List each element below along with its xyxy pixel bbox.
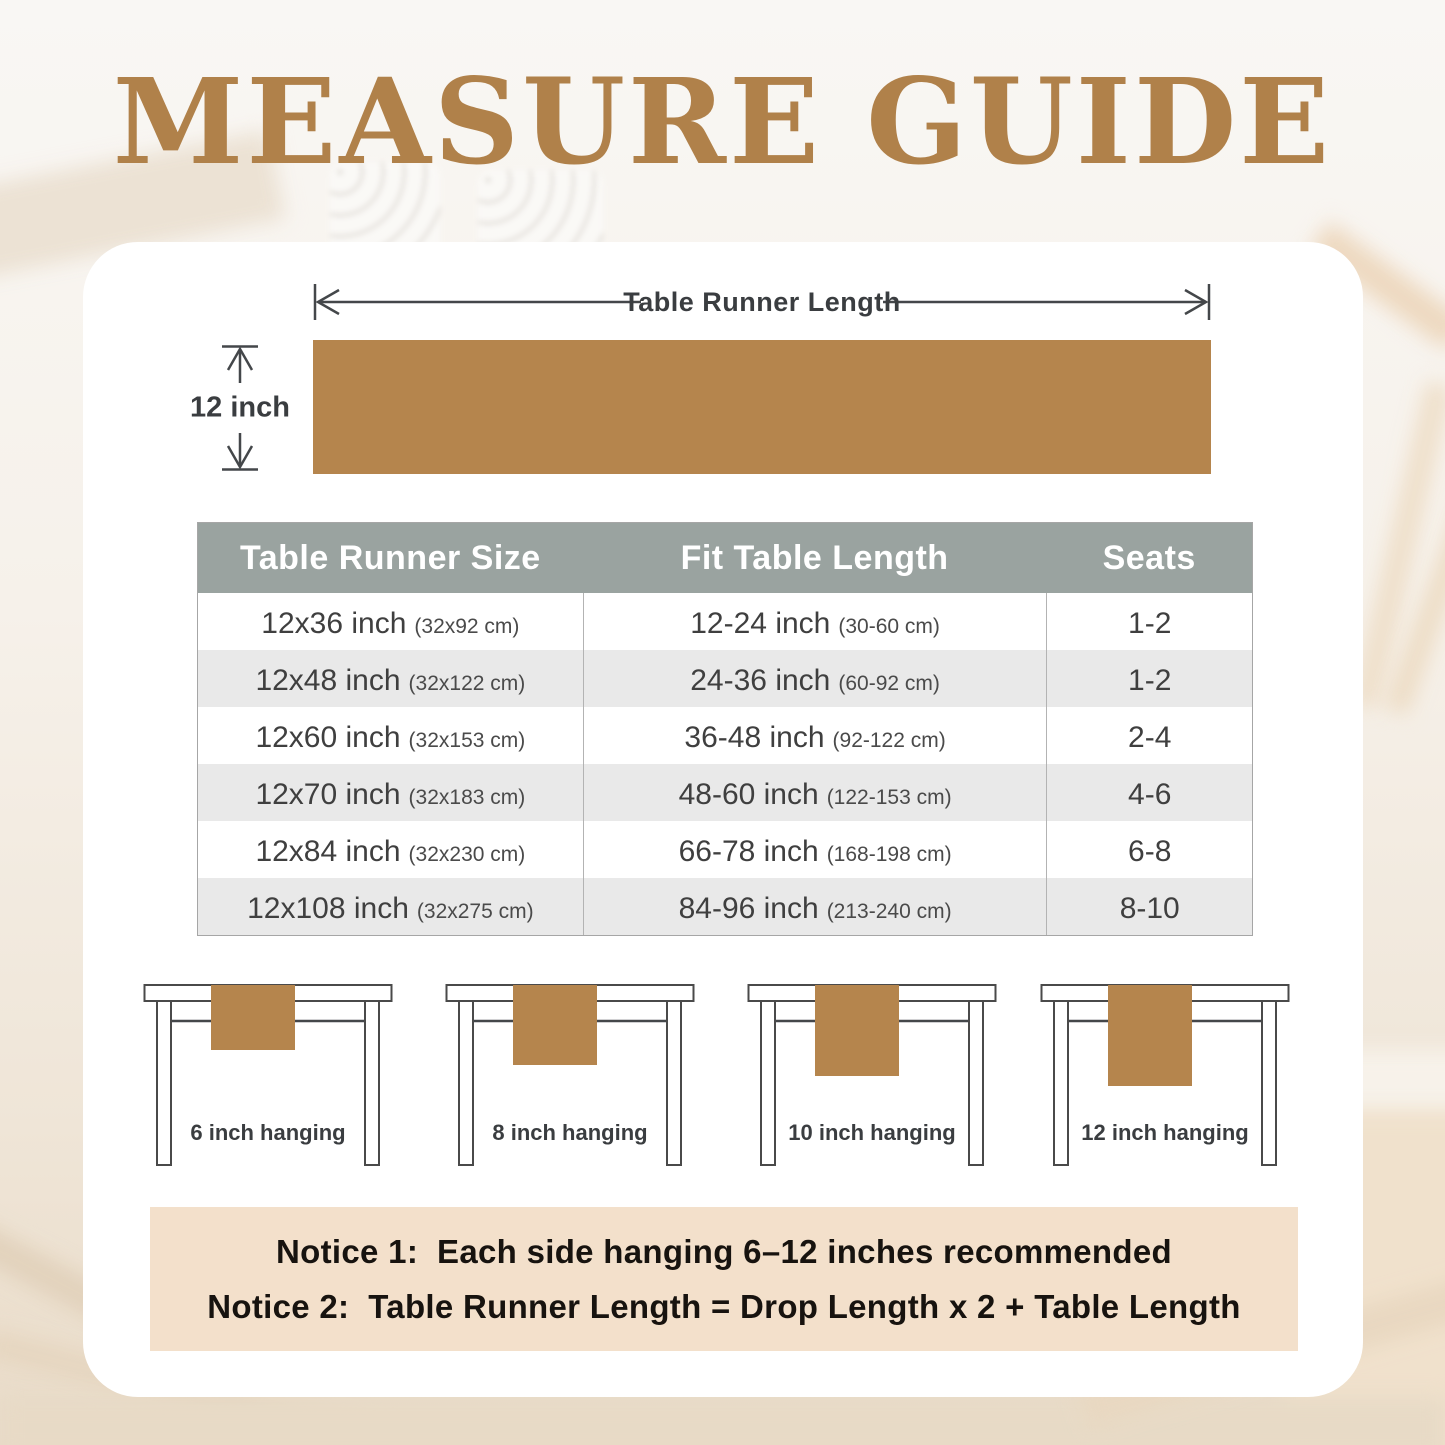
cell-runner-size (198, 650, 583, 707)
size-value: 12x48 inch (255, 664, 401, 697)
size-table-header (198, 523, 1252, 593)
table-side-view-icon (445, 982, 695, 1187)
cell-fit-length (583, 593, 1047, 650)
size-table (197, 522, 1253, 936)
header-cell-runner-size: Table Runner Size (239, 538, 541, 577)
fit-value: 48-60 inch (678, 778, 819, 811)
cell-runner-size (198, 878, 583, 935)
table-side-view-icon (143, 982, 393, 1187)
size-cm-value: (32x183 cm) (408, 786, 526, 809)
table-side-view-icon (747, 982, 997, 1187)
background-bottom-strip (0, 1398, 1445, 1445)
fit-value: 24-36 inch (690, 664, 831, 697)
hanging-label: 10 inch hanging (788, 1120, 956, 1145)
size-cm-value: (32x230 cm) (408, 843, 526, 866)
cell-seats: 4-6 (1046, 764, 1252, 821)
hanging-example (1040, 982, 1290, 1192)
size-value: 12x60 inch (255, 721, 401, 754)
header-cell-seats: Seats (1102, 538, 1196, 577)
page-title: MEASURE GUIDE (112, 52, 1333, 191)
table-row (198, 764, 1252, 821)
fit-cm-value: (92-122 cm) (832, 729, 946, 752)
size-cm-value: (32x122 cm) (408, 672, 526, 695)
cell-seats: 1-2 (1046, 650, 1252, 707)
runner-length-label (313, 284, 1211, 320)
cell-seats: 6-8 (1046, 821, 1252, 878)
hanging-label: 12 inch hanging (1081, 1120, 1249, 1145)
notice-line-2: Notice 2: Table Runner Length = Drop Length x 2 + Table Length (207, 1287, 1241, 1325)
table-side-view-icon (1040, 982, 1290, 1187)
hanging-label: 8 inch hanging (492, 1120, 648, 1145)
cell-fit-length (583, 821, 1047, 878)
cell-fit-length (583, 878, 1047, 935)
fit-cm-value: (213-240 cm) (826, 900, 952, 923)
fit-cm-value: (122-153 cm) (826, 786, 952, 809)
hanging-label: 6 inch hanging (190, 1120, 346, 1145)
table-row (198, 821, 1252, 878)
runner-length-label-text: Table Runner Length (623, 286, 901, 317)
notice-line-1: Notice 1: Each side hanging 6–12 inches recommended (276, 1232, 1172, 1270)
fit-value: 36-48 inch (684, 721, 825, 754)
size-value: 12x36 inch (261, 607, 407, 640)
fit-cm-value: (30-60 cm) (838, 615, 940, 638)
table-row (198, 707, 1252, 764)
cell-fit-length (583, 650, 1047, 707)
table-row (198, 878, 1252, 935)
cell-runner-size (198, 764, 583, 821)
fit-value: 12-24 inch (690, 607, 831, 640)
cell-seats: 8-10 (1046, 878, 1252, 935)
notice-box (150, 1207, 1298, 1351)
cell-seats: 1-2 (1046, 593, 1252, 650)
cell-runner-size (198, 821, 583, 878)
cell-runner-size (198, 593, 583, 650)
fit-cm-value: (60-92 cm) (838, 672, 940, 695)
size-cm-value: (32x153 cm) (408, 729, 526, 752)
size-value: 12x70 inch (255, 778, 401, 811)
size-cm-value: (32x92 cm) (414, 615, 520, 638)
cell-runner-size (198, 707, 583, 764)
cell-fit-length (583, 707, 1047, 764)
table-row (198, 593, 1252, 650)
fit-value: 66-78 inch (678, 835, 819, 868)
size-cm-value: (32x275 cm) (416, 900, 534, 923)
table-runner-swatch (313, 340, 1211, 474)
cell-seats: 2-4 (1046, 707, 1252, 764)
fit-value: 84-96 inch (678, 892, 819, 925)
hanging-example (747, 982, 997, 1192)
size-value: 12x108 inch (247, 892, 409, 925)
measure-guide-card (83, 242, 1363, 1397)
hanging-example (143, 982, 393, 1192)
cell-fit-length (583, 764, 1047, 821)
hanging-example (445, 982, 695, 1192)
size-value: 12x84 inch (255, 835, 401, 868)
runner-width-label: 12 inch (190, 391, 290, 424)
fit-cm-value: (168-198 cm) (826, 843, 952, 866)
header-cell-fit-length: Fit Table Length (680, 538, 949, 577)
table-row (198, 650, 1252, 707)
